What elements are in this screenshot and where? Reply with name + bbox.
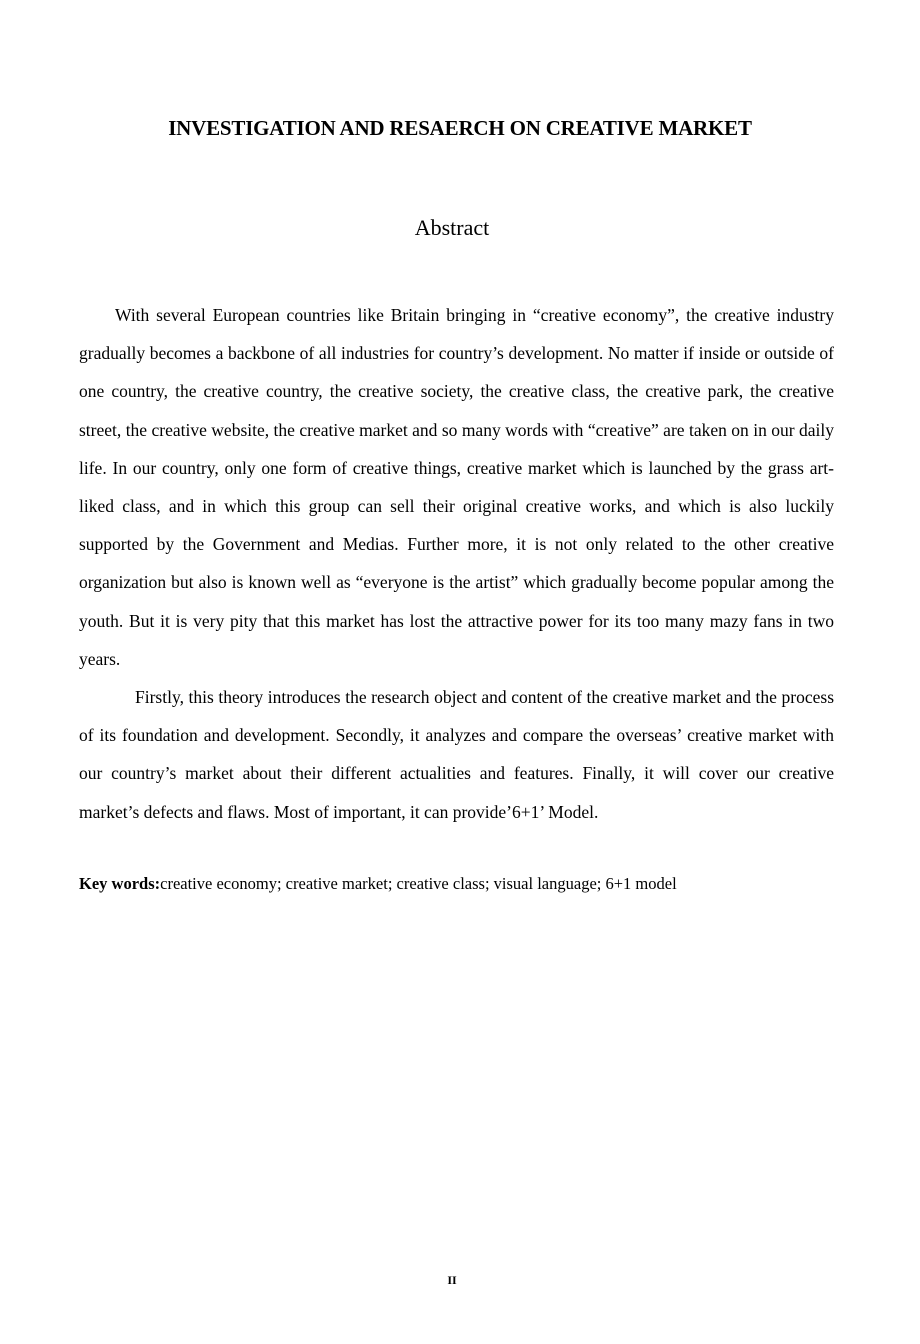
keyword-item: creative economy	[160, 874, 277, 893]
abstract-heading: Abstract	[414, 215, 490, 240]
page-title: INVESTIGATION AND RESAERCH ON CREATIVE MARKET	[168, 116, 752, 140]
page-number: II	[447, 1273, 457, 1287]
keyword-item: creative class	[396, 874, 485, 893]
keywords-label: Key words:	[79, 874, 161, 893]
abstract-paragraph-2: Firstly, this theory introduces the research object and content of the creative market and the process of its foundation and development. Secondly, it analyzes and compare the overseas’ creative market with our country’s market about their different actualities and features. Finally, it will cover our creative market’s defects and flaws. Most of important, it can provide’6+1’ Model.	[79, 687, 834, 822]
keywords-line: Key words:creative economy; creative market; creative class; visual language; 6+1 model	[79, 874, 677, 893]
abstract-paragraph-1: With several European countries like Britain bringing in “creative economy”, the creative industry gradually becomes a backbone of all industries for country’s development. No matter if inside or outside of one country, the creative country, the creative society, the creative class, the creative park, the creative street, the creative website, the creative market and so many words with “creative” are taken on in our daily life. In our country, only one form of creative things, creative market which is launched by the grass art-liked class, and in which this group can sell their original creative works, and which is also luckily supported by the Government and Medias. Further more, it is not only related to the other creative organization but also is known well as “everyone is the artist” which gradually become popular among the youth. But it is very pity that this market has lost the attractive power for its too many mazy fans in two years.	[79, 305, 834, 669]
keyword-item: creative market	[285, 874, 388, 893]
keyword-item: visual language	[493, 874, 597, 893]
abstract-body	[79, 296, 834, 831]
keyword-item: 6+1 model	[605, 874, 677, 893]
